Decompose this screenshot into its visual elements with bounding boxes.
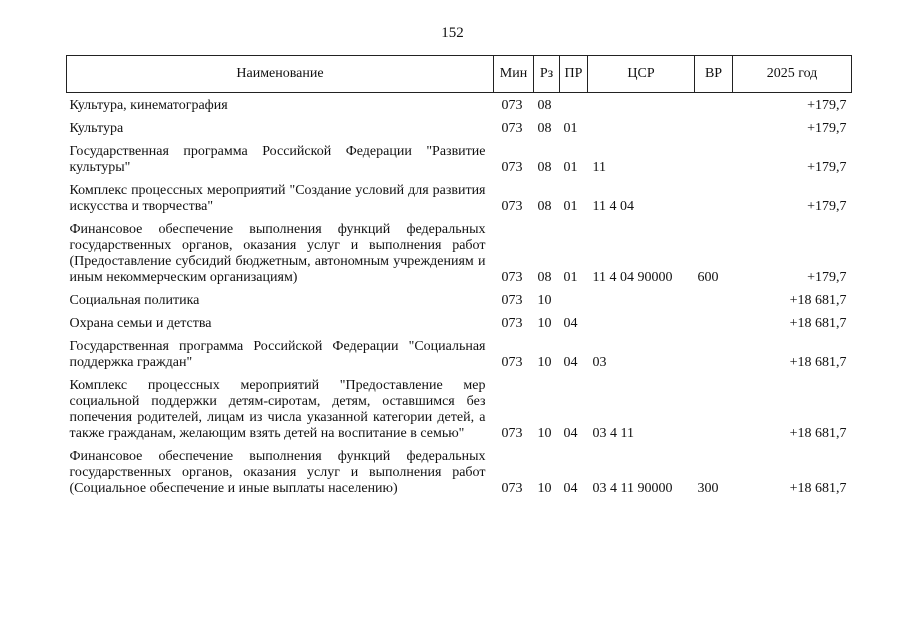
- row-pr: [560, 288, 588, 311]
- row-min: 073: [501, 426, 523, 441]
- row-name: Комплекс процессных мероприятий "Предоставление мер социальной поддержки детям-сиротам, детям, оставшимся без попечения родителей, лицам из числа указанной категории детей, а также гражданам, желающим взять детей на воспитание в семью": [69, 378, 486, 441]
- row-amount: +18 681,7: [789, 426, 847, 441]
- table-body: [67, 93, 852, 500]
- row-min: 073: [501, 160, 523, 175]
- table-row: [67, 116, 852, 139]
- row-min: 073: [501, 98, 523, 113]
- row-name: Государственная программа Российской Федерации "Развитие культуры": [69, 144, 486, 175]
- row-rz: 08: [537, 270, 552, 285]
- row-vr: [695, 373, 733, 444]
- row-vr: [695, 311, 733, 334]
- row-min: 073: [501, 293, 523, 308]
- row-name: Культура, кинематография: [69, 98, 228, 113]
- row-min: 073: [501, 481, 523, 496]
- page-number: 152: [441, 25, 464, 41]
- row-amount: +18 681,7: [789, 481, 847, 496]
- header-vr: ВР: [695, 56, 733, 93]
- row-name: Комплекс процессных мероприятий "Создание условий для развития искусства и творчества": [69, 183, 486, 214]
- row-name: Охрана семьи и детства: [69, 316, 212, 331]
- row-amount: +179,7: [807, 160, 847, 175]
- row-min: 073: [501, 270, 523, 285]
- row-rz: 10: [537, 426, 552, 441]
- budget-table: [66, 55, 852, 499]
- row-vr: [695, 334, 733, 373]
- header-min: Мин: [494, 56, 534, 93]
- row-pr: 01: [563, 270, 578, 285]
- row-vr: [695, 116, 733, 139]
- row-amount: +179,7: [807, 121, 847, 136]
- row-csr: 03 4 11 90000: [592, 481, 673, 496]
- table-header: [67, 56, 852, 93]
- row-name: Культура: [69, 121, 124, 136]
- row-name: Финансовое обеспечение выполнения функций федеральных государственных органов, оказания услуг и выполнения работ (Предоставление субсидий бюджетным, автономным учреждениям и иным некоммерческим организациям): [69, 222, 486, 285]
- header-pr: ПР: [560, 56, 588, 93]
- row-csr: [588, 93, 695, 117]
- row-rz: 08: [537, 160, 552, 175]
- row-name: Финансовое обеспечение выполнения функций федеральных государственных органов, оказания услуг и выполнения работ (Социальное обеспечение и иные выплаты населению): [69, 449, 486, 496]
- row-rz: 08: [537, 121, 552, 136]
- row-csr: 11 4 04 90000: [592, 270, 673, 285]
- table-row: [67, 311, 852, 334]
- header-csr: ЦСР: [588, 56, 695, 93]
- row-vr: [695, 288, 733, 311]
- table-row: [67, 288, 852, 311]
- row-vr: 600: [697, 270, 719, 285]
- row-rz: 08: [537, 98, 552, 113]
- table-row: [67, 139, 852, 178]
- row-csr: [588, 116, 695, 139]
- row-rz: 10: [537, 316, 552, 331]
- table-row: [67, 178, 852, 217]
- row-pr: 01: [563, 160, 578, 175]
- row-vr: [695, 93, 733, 117]
- row-name: Социальная политика: [69, 293, 200, 308]
- row-min: 073: [501, 121, 523, 136]
- row-pr: 04: [563, 355, 578, 370]
- row-csr: [588, 288, 695, 311]
- header-rz: Рз: [534, 56, 560, 93]
- row-vr: [695, 178, 733, 217]
- row-pr: 04: [563, 481, 578, 496]
- row-csr: 11 4 04: [592, 199, 634, 214]
- row-rz: 10: [537, 293, 552, 308]
- row-rz: 10: [537, 355, 552, 370]
- table-row: [67, 444, 852, 499]
- header-name: Наименование: [67, 56, 494, 93]
- row-amount: +179,7: [807, 270, 847, 285]
- table-row: [67, 334, 852, 373]
- table-row: [67, 93, 852, 117]
- row-amount: +179,7: [807, 98, 847, 113]
- table-row: [67, 217, 852, 288]
- row-min: 073: [501, 316, 523, 331]
- row-amount: +18 681,7: [789, 355, 847, 370]
- row-vr: 300: [697, 481, 719, 496]
- row-amount: +179,7: [807, 199, 847, 214]
- row-pr: 01: [563, 199, 578, 214]
- row-rz: 08: [537, 199, 552, 214]
- row-pr: 01: [563, 121, 578, 136]
- row-min: 073: [501, 355, 523, 370]
- row-pr: 04: [563, 426, 578, 441]
- row-csr: 03 4 11: [592, 426, 634, 441]
- row-csr: [588, 311, 695, 334]
- row-pr: 04: [563, 316, 578, 331]
- row-rz: 10: [537, 481, 552, 496]
- row-amount: +18 681,7: [789, 293, 847, 308]
- row-amount: +18 681,7: [789, 316, 847, 331]
- row-csr: 03: [592, 355, 607, 370]
- row-vr: [695, 139, 733, 178]
- row-pr: [560, 93, 588, 117]
- row-min: 073: [501, 199, 523, 214]
- row-name: Государственная программа Российской Федерации "Социальная поддержка граждан": [69, 339, 486, 370]
- row-csr: 11: [592, 160, 606, 175]
- table-row: [67, 373, 852, 444]
- header-year: 2025 год: [733, 56, 852, 93]
